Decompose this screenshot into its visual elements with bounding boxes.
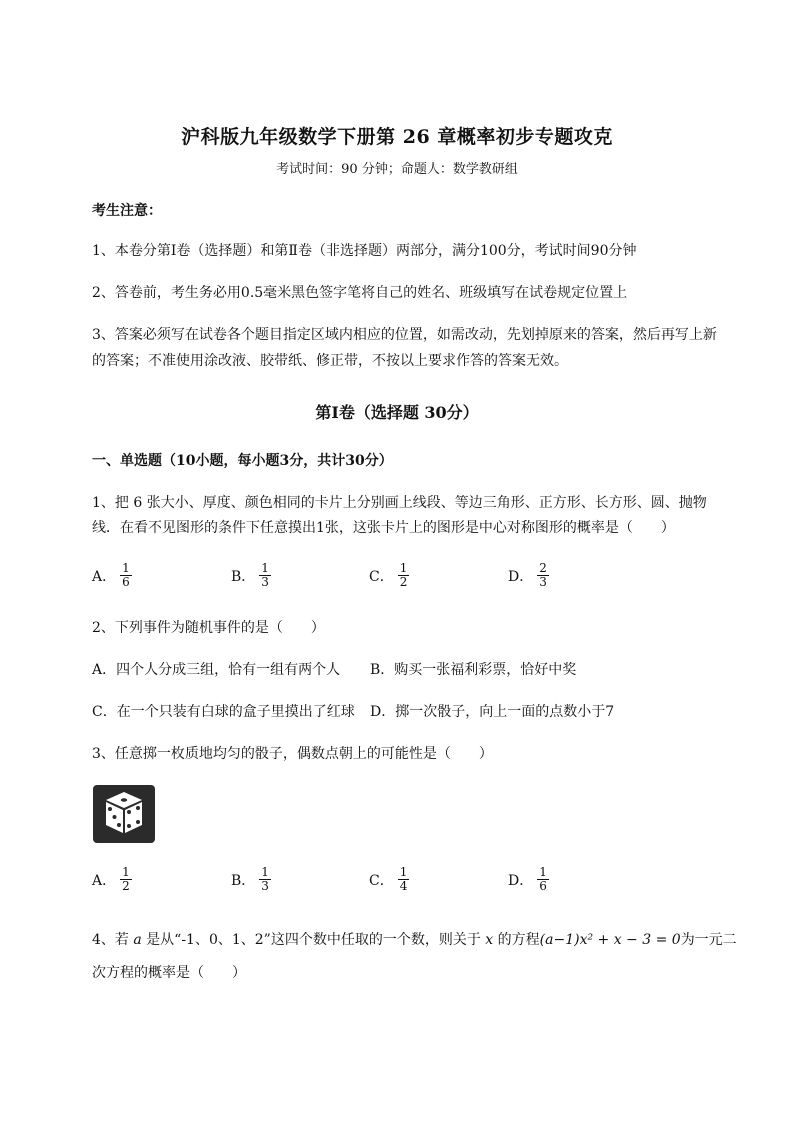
q2-option-b[interactable]: B．购买一张福利彩票，恰好中奖 [370, 662, 577, 678]
fraction: $\frac{2}{3}$ [539, 561, 547, 589]
q1-option-c[interactable]: C． $\frac{1}{2}$ [369, 561, 408, 589]
q1-stem-line2: 线．在看不见图形的条件下任意摸出1张，这张卡片上的图形是中心对称图形的概率是（ ） [92, 520, 675, 536]
notes-heading: 考生注意： [92, 203, 162, 219]
section-title: 第Ⅰ卷（选择题 30分） [315, 403, 479, 422]
q2-option-c[interactable]: C．在一个只装有白球的盒子里摸出了红球 [92, 704, 355, 720]
exam-info: 考试时间：90 分钟；命题人：数学教研组 [276, 162, 518, 177]
note-item: 的答案；不准使用涂改液、胶带纸、修正带，不按以上要求作答的答案无效。 [92, 353, 568, 369]
note-item: 1、本卷分第Ⅰ卷（选择题）和第Ⅱ卷（非选择题）两部分，满分100分，考试时间90分钟 [92, 243, 637, 259]
note-item: 3、答案必须写在试卷各个题目指定区域内相应的位置，如需改动，先划掉原来的答案，然后再写上新 [92, 327, 717, 343]
fraction: $\frac{1}{6}$ [539, 865, 547, 893]
q2-option-a[interactable]: A．四个人分成三组，恰有一组有两个人 [92, 662, 341, 678]
part-heading: 一、单选题（10小题，每小题3分，共计30分） [92, 453, 393, 469]
fraction: $\frac{1}{6}$ [122, 561, 130, 589]
note-item: 2、答卷前，考生务必用0.5毫米黑色签字笔将自己的姓名、班级填写在试卷规定位置上 [92, 285, 628, 301]
variable-x: x [485, 932, 494, 948]
fraction: $\frac{1}{4}$ [399, 865, 408, 893]
q1-option-a[interactable]: A． $\frac{1}{6}$ [92, 561, 130, 589]
q1-option-b[interactable]: B． $\frac{1}{3}$ [231, 561, 269, 589]
fraction: $\frac{1}{2}$ [399, 561, 408, 589]
fraction: $\frac{1}{3}$ [261, 561, 269, 589]
q3-option-d[interactable]: D． $\frac{1}{6}$ [508, 865, 547, 893]
fraction: $\frac{1}{2}$ [122, 865, 130, 893]
q3-stem: 3、任意掷一枚质地均匀的骰子，偶数点朝上的可能性是（ ） [92, 746, 493, 762]
q2-option-d[interactable]: D．掷一次骰子，向上一面的点数小于7 [370, 704, 615, 720]
variable-a: a [133, 932, 142, 948]
q3-option-a[interactable]: A． $\frac{1}{2}$ [92, 865, 130, 893]
q3-option-c[interactable]: C． $\frac{1}{4}$ [369, 865, 408, 893]
page-title: 沪科版九年级数学下册第 26 章概率初步专题攻克 [181, 126, 613, 148]
q2-stem: 2、下列事件为随机事件的是（ ） [92, 620, 325, 636]
q3-option-b[interactable]: B． $\frac{1}{3}$ [231, 865, 269, 893]
dice-image [93, 785, 155, 843]
q4-stem-line1: 4、若 a 是从“-1、0、1、2”这四个数中任取的一个数，则关于 x 的方程(a−1)x² + x − 3 = 0为一元二 [92, 932, 737, 948]
q1-option-d[interactable]: D． $\frac{2}{3}$ [508, 561, 547, 589]
q1-stem-line1: 1、把 6 张大小、厚度、颜色相同的卡片上分别画上线段、等边三角形、正方形、长方形、圆、抛物 [92, 495, 707, 511]
equation: (a−1)x² + x − 3 = 0 [539, 932, 681, 948]
fraction: $\frac{1}{3}$ [261, 865, 269, 893]
q4-stem-line2: 次方程的概率是（ ） [92, 965, 246, 981]
